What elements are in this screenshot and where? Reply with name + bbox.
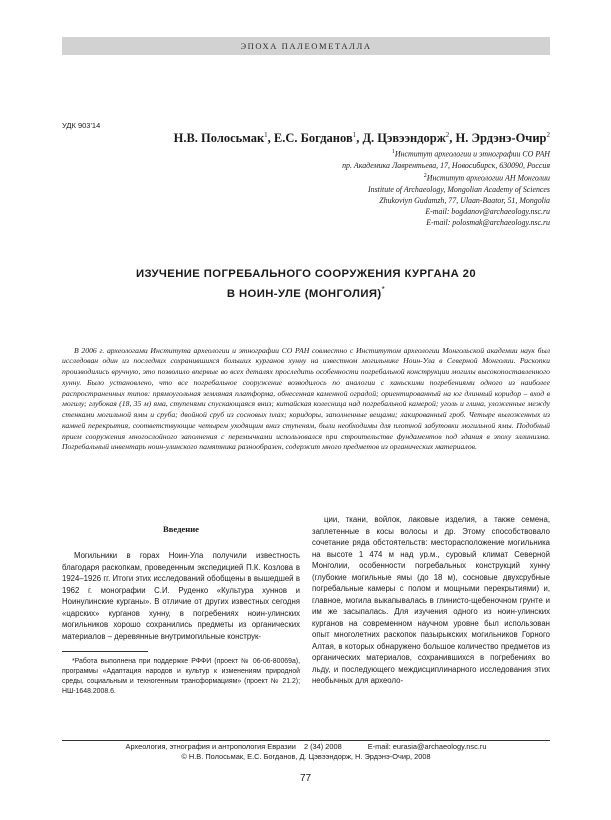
email-polosmak[interactable]: E-mail: polosmak@archaeology.nsc.ru <box>426 218 550 228</box>
title-footnote-mark: * <box>381 285 386 294</box>
copyright-line: © Н.В. Полосьмак, Е.С. Богданов, Д. Цэвээндорж, Н. Эрдэнэ-Очир, 2008 <box>181 752 431 762</box>
intro-paragraph-left: Могильники в горах Ноин-Ула получили известность благодаря раскопкам, проведенным экспедицией П.К. Козлова в 1924–1926 гг. Итоги этих исследований обобщены в вышедшей в 1962 г. монографии С.И. Руденко «Культура хуннов и Ноинулинские курганы». В отличие от других известных сегодня «царских» курганов хунну, в погребениях ноин-улинских могильников хорошо сохранились предметы из органических материалов – деревянные внутримогильные конструк- <box>62 551 300 641</box>
abstract: В 2006 г. археологами Института археологии и этнографии СО РАН совместно с Институтом археологии Монгольской академии наук был исследован один из последних сохранившихся больших курганов хунну на известном могильнике Ноин-Ула в Северной Монголии. Раскопки производились вручную, это позволило впервые во всех деталях проследить особенности погребальной конструкции могилы высокопоставленного хунну. Было установлено, что все погребальное сооружение возводилось по аналогии с ханьскими погребениями одного из наиболее распространенных типов: прямоугольная земляная платформа, обнесенная каменной оградой; ориентированный на юг длинный коридор – вход в могилу; глубокая (18, 35 м) яма, ступенями спускающаяся вниз; китайская колесница над погребальной камерой; уголь и глина, уложенные между стенками могильной ямы и сруба; двойной сруб из сосновых плах; коридоры, заполненные вещами; лакированный гроб. Четыре выложенных из камней перекрытия, соответствующие четырем уходящим вниз ступеням, были необходимы для плотной забутовки могильной ямы. Подобный прием сооружения многослойного заполнения с перемычками использовался при строительстве фундаментов под здания в эпоху эллинизма. Погребальный инвентарь ноин-улинского памятника разнообразен, содержит много предметов из органических материалов. <box>62 345 550 452</box>
author-affiliation-mark: 2 <box>546 131 550 139</box>
author-list: Н.В. Полосьмак$^1$, Е.С. Богданов$^1$, Д. Цэвээндорж$^2$, Н. Эрдэнэ-Очир$^2$ <box>173 131 550 146</box>
author-name: Д. Цэвээндорж <box>362 131 446 146</box>
section-header-text: ЭПОХА ПАЛЕОМЕТАЛЛА <box>240 41 372 51</box>
section-header-band <box>62 37 550 55</box>
footnote-divider <box>62 651 148 652</box>
email-bogdanov[interactable]: E-mail: bogdanov@archaeology.nsc.ru <box>425 207 550 217</box>
author-affiliation-mark: 2 <box>445 131 450 139</box>
udk-code: УДК 903'14 <box>62 121 101 130</box>
right-column <box>312 514 550 687</box>
author-name: Н. Эрдэнэ-Очир <box>455 131 547 146</box>
journal-footer <box>62 742 550 762</box>
article-title <box>62 267 550 302</box>
intro-paragraph-right: ции, ткани, войлок, лаковые изделия, а также семена, заплетенные в косы волосы и др. Этому способствовало сочетание ряда обстоятельств: месторасположение могильника на высоте 1 474 м над ур.м., суровый климат Северной Монголии, особенности погребальных конструкций хунну (глубокие могильные ямы (до 18 м), сосновые двухсрубные погребальные камеры с полом и мощными перекрытиями) и, главное, могила выкапывалась в глинисто-щебеночном грунте и им же засыпалась. Для изучения одного из ноин-улинских курганов на современном научном уровне был использован опыт многолетних раскопок пазырыкских могильников Горного Алтая, в которых обнаружено большое количество предметов из органических материалов, сохранившихся в погребениях во льду, и последующего междисциплинарного исследования этих необычных для археоло- <box>312 515 550 685</box>
author-name: Н.В. Полосьмак <box>173 131 265 146</box>
title-line-1: ИЗУЧЕНИЕ ПОГРЕБАЛЬНОГО СООРУЖЕНИЯ КУРГАНА 20 <box>135 268 477 280</box>
journal-email[interactable]: E-mail: eurasia@archaeology.nsc.ru <box>367 742 487 751</box>
affiliations-block <box>342 147 550 229</box>
affiliation-2-name-en: Institute of Archaeology, Mongolian Academy of Sciences <box>368 184 550 194</box>
author-affiliation-mark: 1 <box>264 131 268 139</box>
title-line-2: В НОИН-УЛЕ (МОНГОЛИЯ)* <box>226 285 386 300</box>
journal-name: Археология, этнография и антропология Евразии <box>125 742 296 751</box>
affiliation-1-address: пр. Академика Лаврентьева, 17, Новосибирск, 630090, Россия <box>342 160 550 170</box>
affiliation-2-address: Zhukoviyn Gudamzh, 77, Ulaan-Baator, 51, Mongolia <box>379 196 550 206</box>
affiliation-2: $^2$Институт археологии АН Монголии <box>423 173 550 183</box>
section-heading-introduction: Введение <box>163 524 199 534</box>
footer-divider <box>62 740 550 741</box>
page-number: 77 <box>299 773 312 784</box>
author-name: Е.С. Богданов <box>273 131 353 146</box>
footnote: *Работа выполнена при поддержке РФФИ (проект № 06-06-80069а), программы «Адаптация народов и культур к изменениям природной среды, социальным и техногенным трансформациям» (проект № 21.2); НШ-1648.2008.6. <box>62 658 300 696</box>
left-column <box>62 514 300 697</box>
affiliation-1: $^1$Институт археологии и этнографии СО РАН <box>391 149 550 159</box>
author-affiliation-mark: 1 <box>352 131 357 139</box>
journal-issue: 2 (34) 2008 <box>303 742 342 751</box>
